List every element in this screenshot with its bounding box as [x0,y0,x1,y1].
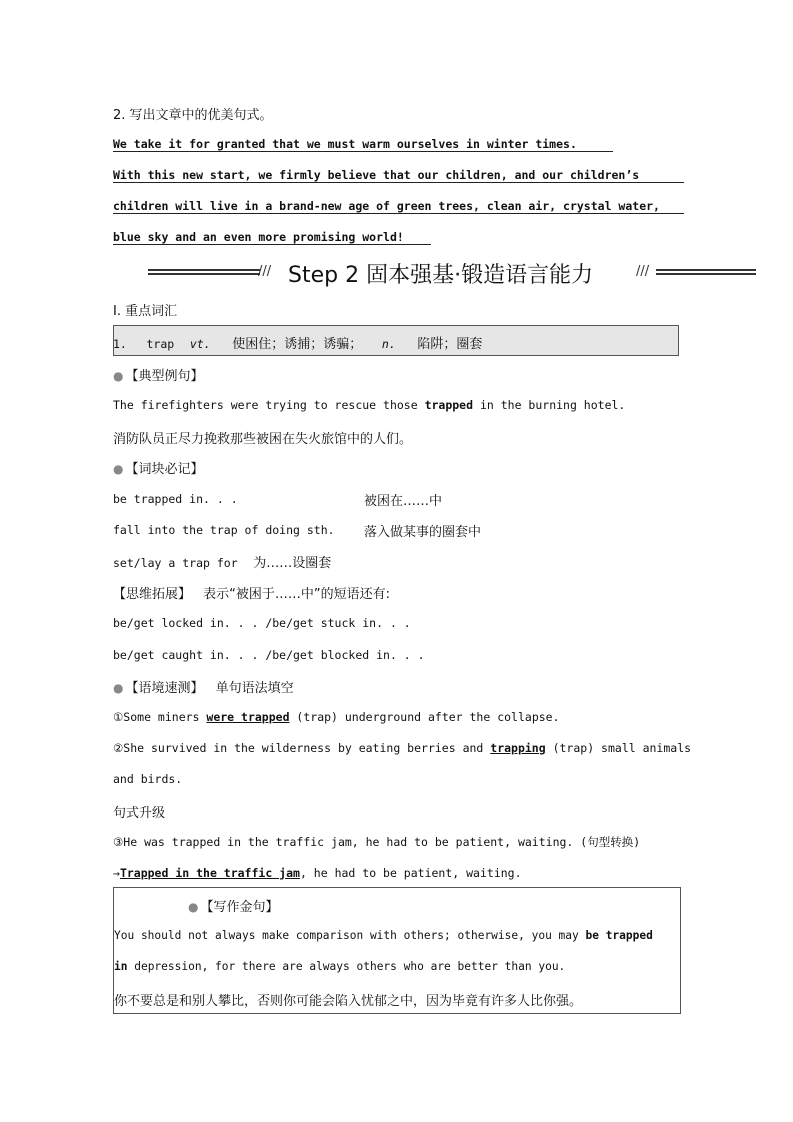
title-left-hatch: /// [258,264,272,279]
example-keyword: trapped [424,398,474,412]
entry-meaning-noun: 陷阱；圈套 [417,337,483,352]
expand-text: 表示“被困于……中”的短语还有: [203,587,391,602]
bullet-icon: ● [113,462,124,476]
writing-keyword: be trapped [585,929,653,942]
quiz-label-row [113,677,294,696]
upgrade-label: 句式升级 [113,806,166,821]
vocab-entry [113,333,482,352]
chunk-zh: 为……设圈套 [253,556,332,571]
title-left-decoration [148,269,260,275]
expand-row [113,583,390,602]
quiz-answer-3: Trapped in the traffic jam [119,866,300,880]
underline-4 [113,244,431,245]
step-title: Step 2 固本强基·锻造语言能力 [288,263,594,288]
expand-line-2: be/get caught in. . . /be/get blocked in. . . [113,648,425,662]
examples-label: ● 【典型例句】 [113,369,204,384]
writing-zh: 你不要总是和别人攀比，否则你可能会陷入忧郁之中，因为毕竟有许多人比你强。 [114,994,583,1009]
entry-number: 1. [113,337,127,351]
chunk-en: be trapped in. . . [113,492,238,506]
writing-en-line-1: You should not always make comparison with others; otherwise, you may be trapped [114,929,653,942]
quiz-answer-3-row: →Trapped in the traffic jam, he had to be patient, waiting. [113,866,522,880]
writing-en-line-2: in depression, for there are always others who are better than you. [114,960,566,973]
bullet-icon: ● [188,900,199,914]
example-en: The firefighters were trying to rescue those trapped in the burning hotel. [113,398,626,412]
chunk-en: set/lay a trap for [113,556,238,570]
quiz-question-2: ②She survived in the wilderness by eating berries and trapping (trap) small animals [113,741,692,755]
entry-meaning-verb: 使困住；诱捕；诱骗； [232,337,363,352]
underline-2 [113,182,684,183]
arrow-right-icon: → [113,866,120,880]
quiz-question-2-cont: and birds. [113,772,183,786]
sentence-2-line-1: With this new start, we firmly believe that our children, and our children’s [113,168,640,182]
underline-1 [113,151,613,152]
chunk-en: fall into the trap of doing sth. [113,523,335,537]
quiz-text: 单句语法填空 [215,681,294,696]
section-heading: 2. 写出文章中的优美句式。 [113,108,273,123]
expand-label: 【思维拓展】 [113,587,192,602]
entry-word: trap [146,337,175,351]
underline-3 [113,213,684,214]
example-zh: 消防队员正尽力挽救那些被困在失火旅馆中的人们。 [113,432,413,447]
sentence-1: We take it for granted that we must warm ourselves in winter times. [113,137,577,151]
title-right-decoration [656,269,756,275]
chunk-zh: 落入做某事的圈套中 [364,525,482,540]
quiz-label: 【语境速测】 [125,681,204,696]
bullet-icon: ● [113,681,124,695]
writing-keyword: in [114,960,128,973]
bullet-icon: ● [113,369,124,383]
chunk-row [113,552,331,571]
quiz-answer-2: trapping [490,741,546,755]
entry-pos-verb: vt. [189,337,211,351]
quiz-question-3: ③He was trapped in the traffic jam, he had to be patient, waiting. (句型转换) [113,835,641,849]
entry-pos-noun: n. [381,337,396,351]
chunk-zh: 被困在……中 [364,494,443,509]
expand-line-1: be/get locked in. . . /be/get stuck in. . . [113,616,411,630]
sentence-2-line-3: blue sky and an even more promising world! [113,230,404,244]
quiz-question-1: ①Some miners were trapped (trap) underground after the collapse. [113,710,560,724]
sentence-2-line-2: children will live in a brand-new age of green trees, clean air, crystal water, [113,199,660,213]
vocab-heading: Ⅰ. 重点词汇 [113,304,178,319]
title-right-hatch: /// [636,264,650,279]
quiz-answer-1: were trapped [206,710,290,724]
chunks-label: ● 【词块必记】 [113,462,204,477]
writing-label: ● 【写作金句】 [188,900,279,915]
